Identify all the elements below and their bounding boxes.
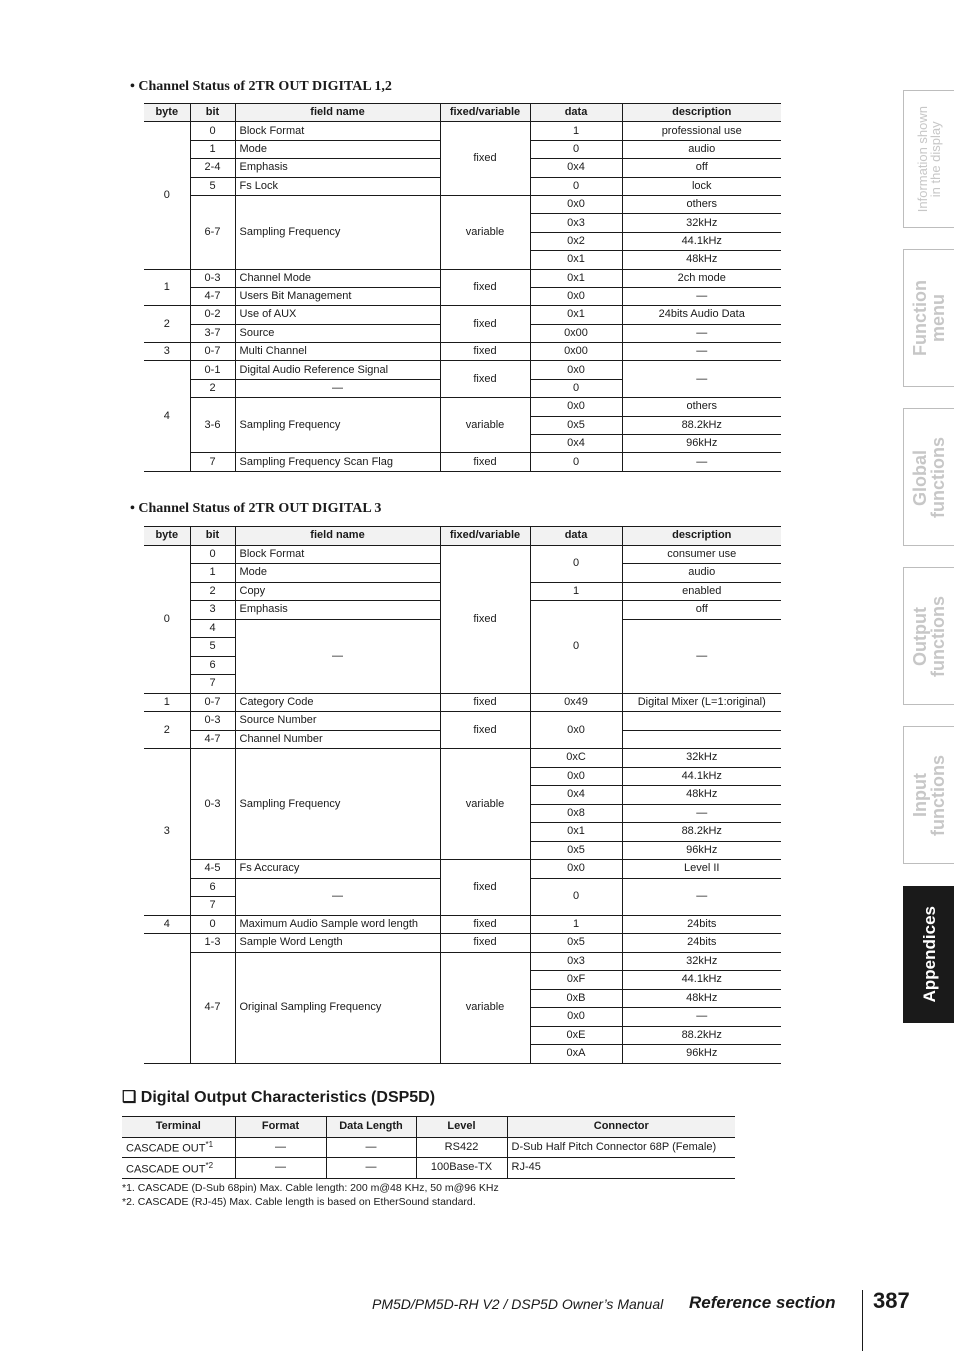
field-cell: Sampling Frequency (235, 195, 440, 269)
desc-cell: — (622, 619, 781, 693)
desc-cell: 88.2kHz (622, 416, 781, 434)
data-cell: 1 (530, 915, 622, 934)
bit-cell: 3 (190, 601, 235, 620)
desc-cell: — (622, 287, 781, 305)
header-field-name: field name (235, 104, 440, 122)
footnote-ref: *1 (205, 1140, 214, 1150)
data-cell: 0x00 (530, 324, 622, 342)
desc-cell: — (622, 1008, 781, 1027)
field-cell: Sampling Frequency Scan Flag (235, 453, 440, 471)
terminal-cell (122, 1158, 235, 1179)
byte-cell: 0 (144, 122, 190, 269)
footnote-ref: *2 (205, 1160, 214, 1170)
data-cell: 0x0 (530, 287, 622, 305)
desc-cell: — (622, 878, 781, 915)
header-data-length: Data Length (326, 1117, 416, 1138)
byte-cell: 3 (144, 343, 190, 361)
data-cell: 0x0 (530, 712, 622, 749)
table-row (144, 269, 781, 287)
desc-cell: 88.2kHz (622, 823, 781, 842)
desc-cell: — (622, 804, 781, 823)
tab-input-functions[interactable] (903, 726, 954, 864)
data-cell: 0 (530, 878, 622, 915)
bit-cell: 4-5 (190, 860, 235, 879)
data-cell: 0 (530, 177, 622, 195)
field-cell: Source (235, 324, 440, 342)
data-cell: 0x0 (530, 398, 622, 416)
section-title-digital-1-2: • Channel Status of 2TR OUT DIGITAL 1,2 (130, 79, 392, 94)
length-cell: — (326, 1137, 416, 1158)
field-cell: — (235, 878, 440, 915)
header-description: description (622, 104, 781, 122)
fv-cell: fixed (440, 545, 530, 693)
bit-cell: 0-2 (190, 306, 235, 324)
desc-cell: 96kHz (622, 1045, 781, 1064)
tab-label: Information shown in the display (915, 105, 943, 213)
channel-status-table-1-2 (144, 103, 781, 472)
data-cell: 0 (530, 601, 622, 694)
table-row (122, 1158, 735, 1179)
data-cell: 0x5 (530, 841, 622, 860)
desc-cell: 44.1kHz (622, 232, 781, 250)
section-title-digital-3: • Channel Status of 2TR OUT DIGITAL 3 (130, 501, 382, 516)
table-row (144, 122, 781, 140)
level-cell: 100Base-TX (416, 1158, 507, 1179)
footer-manual-title: PM5D/PM5D-RH V2 / DSP5D Owner’s Manual (372, 1296, 664, 1312)
field-cell: Emphasis (235, 601, 440, 620)
bit-cell: 7 (190, 897, 235, 916)
data-cell: 0x4 (530, 159, 622, 177)
bit-cell: 0-3 (190, 749, 235, 860)
bit-cell: 6-7 (190, 195, 235, 269)
field-cell: — (235, 379, 440, 397)
field-cell: Digital Audio Reference Signal (235, 361, 440, 379)
fv-cell: fixed (440, 306, 530, 343)
field-cell: Source Number (235, 712, 440, 731)
desc-cell: 88.2kHz (622, 1026, 781, 1045)
tab-information-shown[interactable] (903, 90, 954, 228)
fv-cell: fixed (440, 343, 530, 361)
data-cell: 0x2 (530, 232, 622, 250)
digital-output-heading: ❑ Digital Output Characteristics (DSP5D) (122, 1089, 436, 1106)
desc-cell: others (622, 398, 781, 416)
desc-cell: — (622, 324, 781, 342)
tab-output-functions[interactable] (903, 567, 954, 705)
tab-label: Input functions (910, 754, 948, 836)
bit-cell: 4-7 (190, 287, 235, 305)
desc-cell: audio (622, 564, 781, 583)
footer-section-name: Reference section (689, 1293, 836, 1312)
bit-cell: 0-3 (190, 712, 235, 731)
field-cell: — (235, 619, 440, 693)
data-cell: 0x1 (530, 269, 622, 287)
connector-cell: RJ-45 (507, 1158, 735, 1179)
field-cell: Channel Mode (235, 269, 440, 287)
desc-cell (622, 712, 781, 731)
format-cell: — (235, 1158, 326, 1179)
data-cell: 0x00 (530, 343, 622, 361)
table-header-row (144, 527, 781, 546)
bit-cell: 0-1 (190, 361, 235, 379)
desc-cell: 48kHz (622, 251, 781, 269)
byte-cell: 2 (144, 306, 190, 343)
table-row (144, 749, 781, 768)
table-row (144, 398, 781, 416)
desc-cell: Level II (622, 860, 781, 879)
table-row (144, 361, 781, 379)
table-row (144, 915, 781, 934)
table-row (144, 545, 781, 564)
header-bit: bit (190, 527, 235, 546)
header-data: data (530, 104, 622, 122)
table-row (122, 1137, 735, 1158)
bit-cell: 7 (190, 675, 235, 694)
bit-cell: 4 (190, 619, 235, 638)
desc-cell: consumer use (622, 545, 781, 564)
tab-appendices[interactable] (903, 886, 954, 1023)
fv-cell: fixed (440, 269, 530, 306)
length-cell: — (326, 1158, 416, 1179)
tab-label: Function menu (910, 280, 948, 356)
desc-cell: 96kHz (622, 841, 781, 860)
terminal-label: CASCADE OUT (126, 1143, 206, 1156)
field-cell: Mode (235, 564, 440, 583)
desc-cell: 24bits Audio Data (622, 306, 781, 324)
table-row (144, 860, 781, 879)
desc-cell: 48kHz (622, 989, 781, 1008)
connector-cell: D-Sub Half Pitch Connector 68P (Female) (507, 1137, 735, 1158)
bit-cell: 0-7 (190, 693, 235, 712)
fv-cell: fixed (440, 361, 530, 398)
header-terminal: Terminal (122, 1117, 235, 1138)
fv-cell: fixed (440, 934, 530, 953)
data-cell: 0xF (530, 971, 622, 990)
data-cell: 0x49 (530, 693, 622, 712)
fv-cell: variable (440, 952, 530, 1063)
desc-cell: — (622, 343, 781, 361)
field-cell: Original Sampling Frequency (235, 952, 440, 1063)
fv-cell: fixed (440, 453, 530, 471)
data-cell: 0x0 (530, 361, 622, 379)
bit-cell: 3-6 (190, 398, 235, 453)
terminal-cell (122, 1137, 235, 1158)
data-cell: 0xA (530, 1045, 622, 1064)
data-cell: 0x5 (530, 934, 622, 953)
data-cell: 0x4 (530, 786, 622, 805)
table-row (144, 195, 781, 213)
field-cell: Fs Lock (235, 177, 440, 195)
field-cell: Emphasis (235, 159, 440, 177)
desc-cell: lock (622, 177, 781, 195)
data-cell: 0x0 (530, 195, 622, 213)
byte-cell: 1 (144, 269, 190, 306)
desc-cell: 48kHz (622, 786, 781, 805)
header-fixed-variable: fixed/variable (440, 104, 530, 122)
table-row (144, 453, 781, 471)
desc-cell: 24bits (622, 934, 781, 953)
table-row (144, 952, 781, 971)
desc-cell: others (622, 195, 781, 213)
desc-cell: 44.1kHz (622, 767, 781, 786)
bit-cell: 0-7 (190, 343, 235, 361)
desc-cell: enabled (622, 582, 781, 601)
table-header-row (122, 1117, 735, 1138)
desc-cell: off (622, 601, 781, 620)
bit-cell: 1 (190, 564, 235, 583)
bit-cell: 5 (190, 177, 235, 195)
desc-cell (622, 730, 781, 749)
field-cell: Sampling Frequency (235, 398, 440, 453)
bit-cell: 1 (190, 140, 235, 158)
data-cell: 0 (530, 545, 622, 582)
field-cell: Use of AUX (235, 306, 440, 324)
field-cell: Fs Accuracy (235, 860, 440, 879)
header-byte: byte (144, 527, 190, 546)
data-cell: 0 (530, 140, 622, 158)
field-cell: Block Format (235, 122, 440, 140)
desc-cell: Digital Mixer (L=1:original) (622, 693, 781, 712)
data-cell: 0x0 (530, 860, 622, 879)
fv-cell: fixed (440, 712, 530, 749)
header-field-name: field name (235, 527, 440, 546)
fv-cell: fixed (440, 122, 530, 196)
bit-cell: 7 (190, 453, 235, 471)
byte-cell: 1 (144, 693, 190, 712)
digital-output-table (122, 1116, 735, 1179)
data-cell: 0 (530, 379, 622, 397)
bit-cell: 6 (190, 878, 235, 897)
channel-status-table-3 (144, 526, 781, 1064)
fv-cell: variable (440, 749, 530, 860)
fv-cell: fixed (440, 693, 530, 712)
desc-cell: 32kHz (622, 749, 781, 768)
field-cell: Channel Number (235, 730, 440, 749)
desc-cell: 96kHz (622, 435, 781, 453)
tab-label: Output functions (910, 595, 948, 677)
data-cell: 0x8 (530, 804, 622, 823)
terminal-label: CASCADE OUT (126, 1163, 206, 1176)
fv-cell: fixed (440, 915, 530, 934)
header-byte: byte (144, 104, 190, 122)
bit-cell: 6 (190, 656, 235, 675)
bit-cell: 2 (190, 379, 235, 397)
table-row (144, 693, 781, 712)
header-connector: Connector (507, 1117, 735, 1138)
table-row (144, 343, 781, 361)
field-cell: Block Format (235, 545, 440, 564)
tab-function-menu[interactable] (903, 249, 954, 387)
footer-divider (862, 1290, 863, 1351)
field-cell: Sampling Frequency (235, 749, 440, 860)
tab-global-functions[interactable] (903, 408, 954, 546)
byte-cell: 2 (144, 712, 190, 749)
field-cell: Copy (235, 582, 440, 601)
data-cell: 0xB (530, 989, 622, 1008)
bit-cell: 0 (190, 122, 235, 140)
data-cell: 0 (530, 453, 622, 471)
fv-cell: variable (440, 398, 530, 453)
data-cell: 0x1 (530, 251, 622, 269)
field-cell: Category Code (235, 693, 440, 712)
desc-cell: 44.1kHz (622, 971, 781, 990)
desc-cell: professional use (622, 122, 781, 140)
field-cell: Users Bit Management (235, 287, 440, 305)
bit-cell: 4-7 (190, 952, 235, 1063)
format-cell: — (235, 1137, 326, 1158)
field-cell: Maximum Audio Sample word length (235, 915, 440, 934)
tab-label: Global functions (910, 436, 948, 518)
header-format: Format (235, 1117, 326, 1138)
data-cell: 1 (530, 122, 622, 140)
data-cell: 0x3 (530, 952, 622, 971)
data-cell: 0x3 (530, 214, 622, 232)
data-cell: 0xE (530, 1026, 622, 1045)
bit-cell: 0 (190, 545, 235, 564)
header-fixed-variable: fixed/variable (440, 527, 530, 546)
desc-cell: audio (622, 140, 781, 158)
bit-cell: 2-4 (190, 159, 235, 177)
header-bit: bit (190, 104, 235, 122)
data-cell: 0x5 (530, 416, 622, 434)
data-cell: 0x1 (530, 306, 622, 324)
header-data: data (530, 527, 622, 546)
bit-cell: 0 (190, 915, 235, 934)
table-row (144, 712, 781, 731)
field-cell: Sample Word Length (235, 934, 440, 953)
byte-cell: 4 (144, 915, 190, 934)
data-cell: 0x1 (530, 823, 622, 842)
bit-cell: 3-7 (190, 324, 235, 342)
byte-cell: 0 (144, 545, 190, 693)
data-cell: 1 (530, 582, 622, 601)
desc-cell: 2ch mode (622, 269, 781, 287)
desc-cell: 24bits (622, 915, 781, 934)
desc-cell: — (622, 361, 781, 398)
bit-cell: 0-3 (190, 269, 235, 287)
data-cell: 0x4 (530, 435, 622, 453)
table-row (144, 306, 781, 324)
data-cell: 0x0 (530, 1008, 622, 1027)
byte-cell: 3 (144, 749, 190, 916)
table-row (144, 934, 781, 953)
desc-cell: 32kHz (622, 214, 781, 232)
byte-cell (144, 934, 190, 1064)
desc-cell: 32kHz (622, 952, 781, 971)
header-description: description (622, 527, 781, 546)
fv-cell: fixed (440, 860, 530, 916)
bit-cell: 2 (190, 582, 235, 601)
desc-cell: — (622, 453, 781, 471)
tab-label: Appendices (919, 906, 939, 1003)
footnote-1: *1. CASCADE (D-Sub 68pin) Max. Cable length: 200 m@48 KHz, 50 m@96 KHz (122, 1182, 499, 1194)
footnote-2: *2. CASCADE (RJ-45) Max. Cable length is based on EtherSound standard. (122, 1196, 476, 1208)
data-cell: 0x0 (530, 767, 622, 786)
header-level: Level (416, 1117, 507, 1138)
page-number: 387 (873, 1288, 910, 1313)
desc-cell: off (622, 159, 781, 177)
byte-cell: 4 (144, 361, 190, 471)
field-cell: Mode (235, 140, 440, 158)
field-cell: Multi Channel (235, 343, 440, 361)
table-header-row (144, 104, 781, 122)
bit-cell: 5 (190, 638, 235, 657)
level-cell: RS422 (416, 1137, 507, 1158)
data-cell: 0xC (530, 749, 622, 768)
bit-cell: 1-3 (190, 934, 235, 953)
bit-cell: 4-7 (190, 730, 235, 749)
fv-cell: variable (440, 195, 530, 269)
